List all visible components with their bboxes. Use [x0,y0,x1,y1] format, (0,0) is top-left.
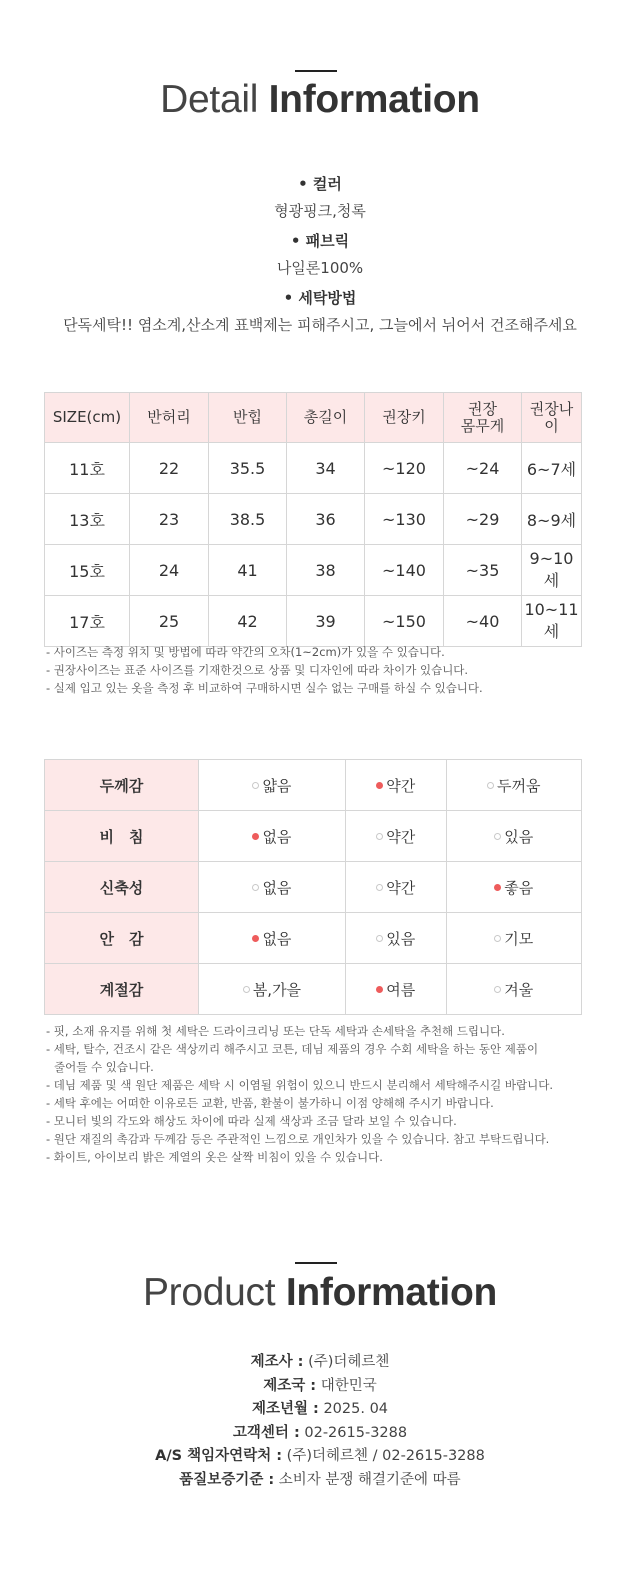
table-cell: ~140 [365,545,444,596]
product-info-value: 2025. 04 [323,1401,389,1417]
product-info-row [0,1375,640,1399]
table-row [45,862,582,913]
table-cell: ~24 [444,443,522,494]
feel-option-label: 있음 [386,929,416,948]
product-info-row [0,1351,640,1375]
table-cell: ~150 [365,596,444,647]
radio-dot-icon [494,986,501,993]
product-info-list [0,1351,640,1492]
radio-dot-icon [243,986,250,993]
spec-color-value: 형광핑크,청록 [274,202,366,220]
size-header-cell: SIZE(cm) [45,393,130,443]
fabric-feel-table [44,759,582,1015]
table-cell: 25 [130,596,209,647]
product-info-label: 제조사 : [250,1354,304,1370]
radio-dot-icon [494,884,501,891]
table-row [45,811,582,862]
table-row [45,545,582,596]
detail-title-bold: Information [268,78,480,121]
feel-option-label: 얇음 [262,776,292,795]
table-row [45,494,582,545]
radio-dot-icon [494,935,501,942]
feel-option-label: 약간 [386,878,416,897]
care-note: - 화이트, 아이보리 밝은 계열의 옷은 살짝 비침이 있을 수 있습니다. [46,1150,383,1164]
care-note: - 원단 재질의 촉감과 두께감 등은 주관적인 느낌으로 개인차가 있을 수 있습니다. 참고 부탁드립니다. [46,1132,550,1146]
feel-option [199,964,346,1015]
table-row [45,596,582,647]
product-info-label: 제조년월 : [251,1401,319,1417]
radio-dot-icon [376,884,383,891]
table-cell: 38.5 [209,494,287,545]
feel-label: 신축성 [45,862,199,913]
table-cell: 36 [287,494,365,545]
feel-option-label: 겨울 [504,980,534,999]
feel-option-label: 없음 [262,929,292,948]
product-info-row [0,1398,640,1422]
spec-fabric-label: • 패브릭 [290,232,350,250]
table-cell: 10~11세 [522,596,582,647]
table-cell: 6~7세 [522,443,582,494]
table-row [45,443,582,494]
table-cell: ~40 [444,596,522,647]
radio-dot-icon [376,986,383,993]
table-row [45,760,582,811]
product-info-label: 고객센터 : [232,1424,300,1441]
product-title [0,1271,640,1315]
table-cell: 42 [209,596,287,647]
table-cell: 8~9세 [522,494,582,545]
spec-color-label: • 컬러 [298,175,342,193]
spec-wash [0,287,640,335]
size-note: - 사이즈는 측정 위치 및 방법에 따라 약간의 오차(1~2cm)가 있을 수 있습니다. [46,645,445,659]
table-cell: ~35 [444,545,522,596]
table-cell: 9~10세 [522,545,582,596]
feel-option [446,862,581,913]
product-info-row [0,1445,640,1469]
spec-fabric [0,230,640,278]
care-notes [46,1022,606,1166]
size-note: - 실제 입고 있는 옷을 측정 후 비교하여 구매하시면 실수 없는 구매를 하실 수 있습니다. [46,681,483,695]
spec-color [0,173,640,221]
table-cell: 22 [130,443,209,494]
feel-option-label: 두꺼움 [497,776,541,795]
radio-dot-icon [252,833,259,840]
care-note: - 세탁, 탈수, 건조시 같은 색상끼리 해주시고 코튼, 데님 제품의 경우 수회 세탁을 하는 동안 제품이 [46,1042,539,1056]
feel-option-label: 여름 [386,980,416,999]
product-info-value: 소비자 분쟁 해결기준에 따름 [278,1471,461,1488]
feel-option-label: 있음 [504,827,534,846]
product-info-value: 02-2615-3288 [304,1424,408,1441]
radio-dot-icon [376,935,383,942]
size-note: - 권장사이즈는 표준 사이즈를 기재한것으로 상품 및 디자인에 따라 차이가 있습니다. [46,663,469,677]
feel-option [199,862,346,913]
product-info-row [0,1422,640,1446]
care-note: - 핏, 소재 유지를 위해 첫 세탁은 드라이크리닝 또는 단독 세탁과 손세탁을 추천해 드립니다. [46,1024,505,1038]
size-notes [46,643,606,697]
feel-option-label: 좋음 [504,878,534,897]
radio-dot-icon [494,833,501,840]
table-cell: 15호 [45,545,130,596]
spec-wash-label: • 세탁방법 [283,289,357,307]
table-row [45,964,582,1015]
feel-label: 계절감 [45,964,199,1015]
feel-option-label: 봄,가을 [252,980,302,999]
product-info-label: 제조국 : [263,1377,317,1394]
table-row [45,913,582,964]
size-header-cell: 권장 몸무게 [444,393,522,443]
table-cell: 34 [287,443,365,494]
feel-option [199,811,346,862]
size-header-cell: 권장키 [365,393,444,443]
size-table-header-row [45,393,582,443]
table-cell: 13호 [45,494,130,545]
feel-label: 두께감 [45,760,199,811]
feel-option [446,913,581,964]
radio-dot-icon [252,935,259,942]
detail-title [0,78,640,122]
table-cell: 11호 [45,443,130,494]
detail-title-light: Detail [160,78,259,121]
spec-wash-value: 단독세탁!! 염소계,산소계 표백제는 피해주시고, 그늘에서 뉘어서 건조해주세요 [63,316,577,334]
feel-label: 비 침 [45,811,199,862]
radio-dot-icon [376,782,383,789]
care-note: 줄어들 수 있습니다. [54,1060,154,1074]
product-info-row [0,1469,640,1493]
feel-option [345,862,446,913]
product-info-label: 품질보증기준 : [179,1471,275,1488]
care-note: - 모니터 빛의 각도와 해상도 차이에 따라 실제 색상과 조금 달라 보일 수 있습니다. [46,1114,457,1128]
product-info-value: 대한민국 [320,1377,377,1394]
table-cell: ~130 [365,494,444,545]
feel-option [345,913,446,964]
feel-option-label: 기모 [504,929,534,948]
feel-label: 안 감 [45,913,199,964]
title-rule-product [295,1262,337,1264]
spec-fabric-value: 나일론100% [276,259,364,277]
table-cell: 23 [130,494,209,545]
radio-dot-icon [252,782,259,789]
title-rule-detail [295,70,337,72]
feel-option-label: 약간 [386,827,416,846]
product-info-value: (주)더헤르첸 [308,1354,390,1370]
product-title-bold: Information [285,1271,498,1314]
product-info-value: (주)더헤르첸 / 02-2615-3288 [286,1448,485,1464]
feel-option [199,760,346,811]
table-cell: 39 [287,596,365,647]
table-cell: 41 [209,545,287,596]
product-info-label: A/S 책임자연락처 : [155,1448,283,1464]
product-title-light: Product [142,1271,276,1314]
feel-option [345,964,446,1015]
size-header-cell: 총길이 [287,393,365,443]
feel-option [345,760,446,811]
feel-option [446,760,581,811]
size-header-cell: 반허리 [130,393,209,443]
size-header-cell: 권장나이 [522,393,582,443]
feel-option-label: 없음 [262,878,292,897]
table-cell: 24 [130,545,209,596]
care-note: - 세탁 후에는 어떠한 이유로든 교환, 반품, 환불이 불가하니 이점 양해해 주시기 바랍니다. [46,1096,494,1110]
table-cell: 17호 [45,596,130,647]
table-cell: ~29 [444,494,522,545]
table-cell: 35.5 [209,443,287,494]
feel-option [446,811,581,862]
table-cell: 38 [287,545,365,596]
size-header-cell: 반힙 [209,393,287,443]
table-cell: ~120 [365,443,444,494]
care-note: - 데님 제품 및 색 원단 제품은 세탁 시 이염될 위험이 있으니 반드시 분리해서 세탁해주시길 바랍니다. [46,1078,553,1092]
feel-option [199,913,346,964]
feel-option-label: 없음 [262,827,292,846]
feel-option [345,811,446,862]
feel-option [446,964,581,1015]
radio-dot-icon [376,833,383,840]
feel-option-label: 약간 [386,776,416,795]
radio-dot-icon [252,884,259,891]
size-table [44,392,582,647]
radio-dot-icon [487,782,494,789]
